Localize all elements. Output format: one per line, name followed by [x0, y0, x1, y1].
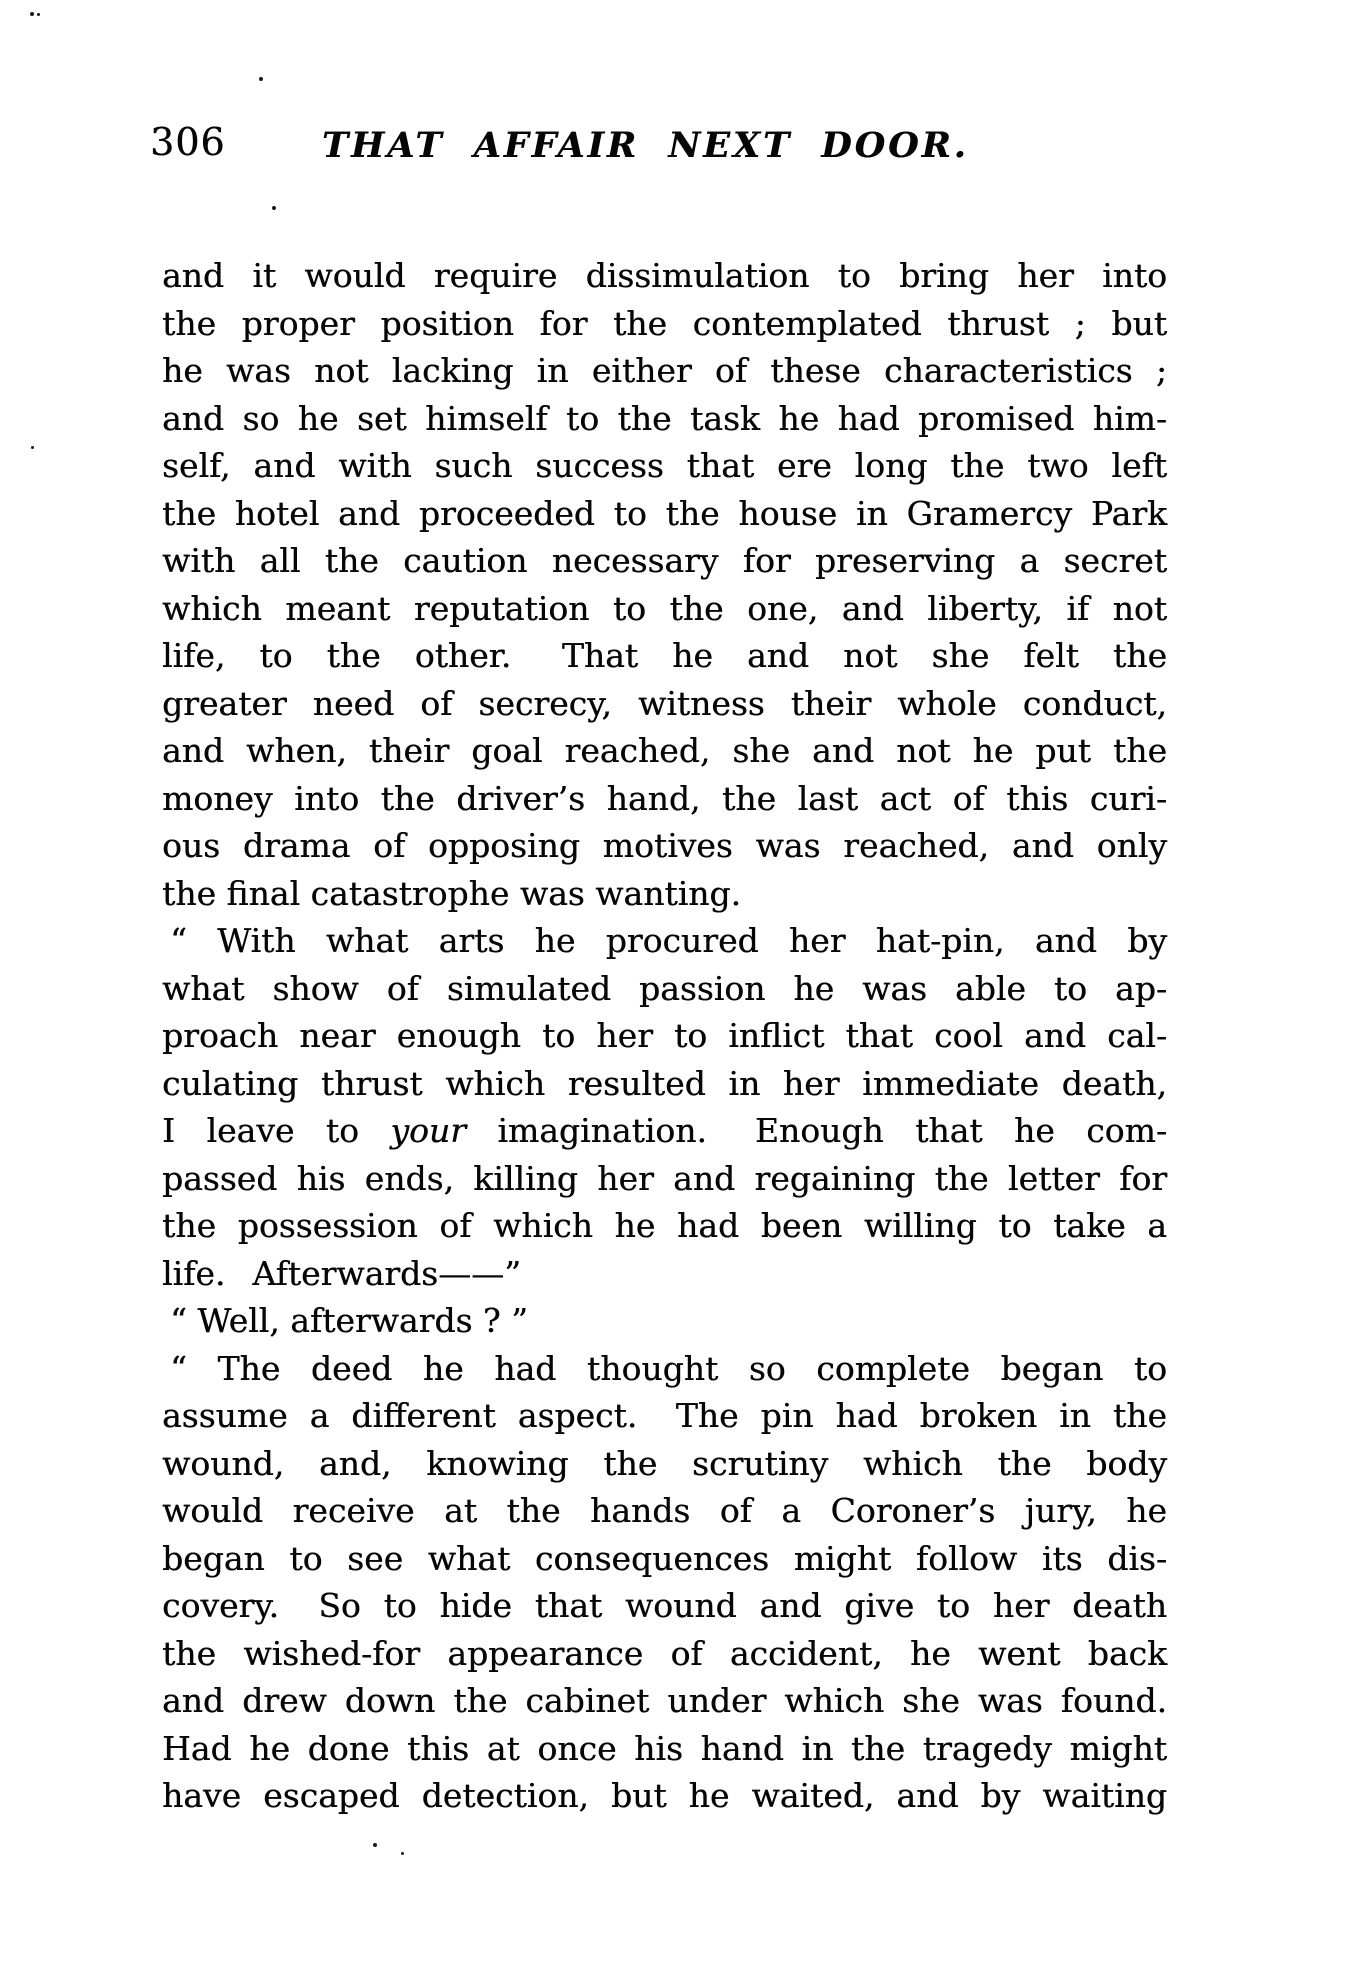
paragraph [162, 1297, 1167, 1345]
text-line: with all the caution necessary for preserving a secret [162, 541, 1167, 580]
scan-speck [31, 446, 34, 449]
text-line: assume a different aspect. The pin had broken in the [162, 1396, 1167, 1435]
text-line: and it would require dissimulation to bring her into [162, 256, 1167, 295]
text-line: the final catastrophe was wanting. [162, 873, 742, 913]
scan-speck [272, 206, 276, 210]
scan-speck [30, 12, 34, 16]
text-line: passed his ends, killing her and regaining the letter for [162, 1158, 1167, 1198]
text-line: the hotel and proceeded to the house in Gramercy Park [162, 493, 1167, 533]
text-line: the proper position for the contemplated thrust ; but [162, 303, 1167, 343]
text-line: proach near enough to her to inflict that cool and cal- [162, 1016, 1167, 1055]
text-line: which meant reputation to the one, and liberty, if not [162, 588, 1167, 628]
text-line: and so he set himself to the task he had promised him- [162, 398, 1167, 438]
text-line: I leave to your imagination. Enough that he com- [162, 1111, 1167, 1150]
scan-speck [373, 1843, 377, 1847]
text-line: the wished-for appearance of accident, he went back [162, 1633, 1167, 1673]
text-line: culating thrust which resulted in her immediate death, [162, 1063, 1167, 1103]
text-line: he was not lacking in either of these characteristics ; [162, 351, 1167, 390]
text-line: life, to the other. That he and not she felt the [162, 636, 1167, 675]
paragraph [162, 1345, 1167, 1820]
scan-speck [401, 1852, 404, 1855]
text-line: wound, and, knowing the scrutiny which the body [162, 1443, 1167, 1483]
scan-speck [37, 13, 40, 16]
page-number: 306 [150, 120, 226, 164]
text-line: money into the driver’s hand, the last act of this curi- [162, 778, 1167, 818]
text-line: began to see what consequences might follow its dis- [162, 1538, 1167, 1578]
scan-speck [259, 77, 263, 81]
text-line: self, and with such success that ere long the two left [162, 446, 1167, 485]
text-line: have escaped detection, but he waited, and by waiting [162, 1776, 1167, 1815]
text-line: greater need of secrecy, witness their whole conduct, [162, 683, 1167, 723]
text-line: “ The deed he had thought so complete began to [170, 1348, 1167, 1388]
text-line: what show of simulated passion he was able to ap- [162, 968, 1167, 1008]
text-line: ous drama of opposing motives was reached, and only [162, 826, 1167, 865]
text-line: Had he done this at once his hand in the tragedy might [162, 1728, 1167, 1768]
paragraph [162, 252, 1167, 917]
text-line: the possession of which he had been willing to take a [162, 1206, 1167, 1245]
text-line: life. Afterwards——” [162, 1253, 521, 1293]
text-line: “ With what arts he procured her hat-pin, and by [170, 921, 1167, 960]
text-line: and when, their goal reached, she and not he put the [162, 731, 1167, 770]
text-line: and drew down the cabinet under which she was found. [162, 1681, 1167, 1720]
text-line: would receive at the hands of a Coroner’s jury, he [162, 1491, 1167, 1530]
body-text-block [162, 252, 1167, 1820]
paragraph [162, 917, 1167, 1297]
text-line: covery. So to hide that wound and give to her death [162, 1586, 1167, 1625]
text-line: “ Well, afterwards ? ” [170, 1301, 528, 1340]
running-head-title: THAT AFFAIR NEXT DOOR. [322, 125, 969, 166]
